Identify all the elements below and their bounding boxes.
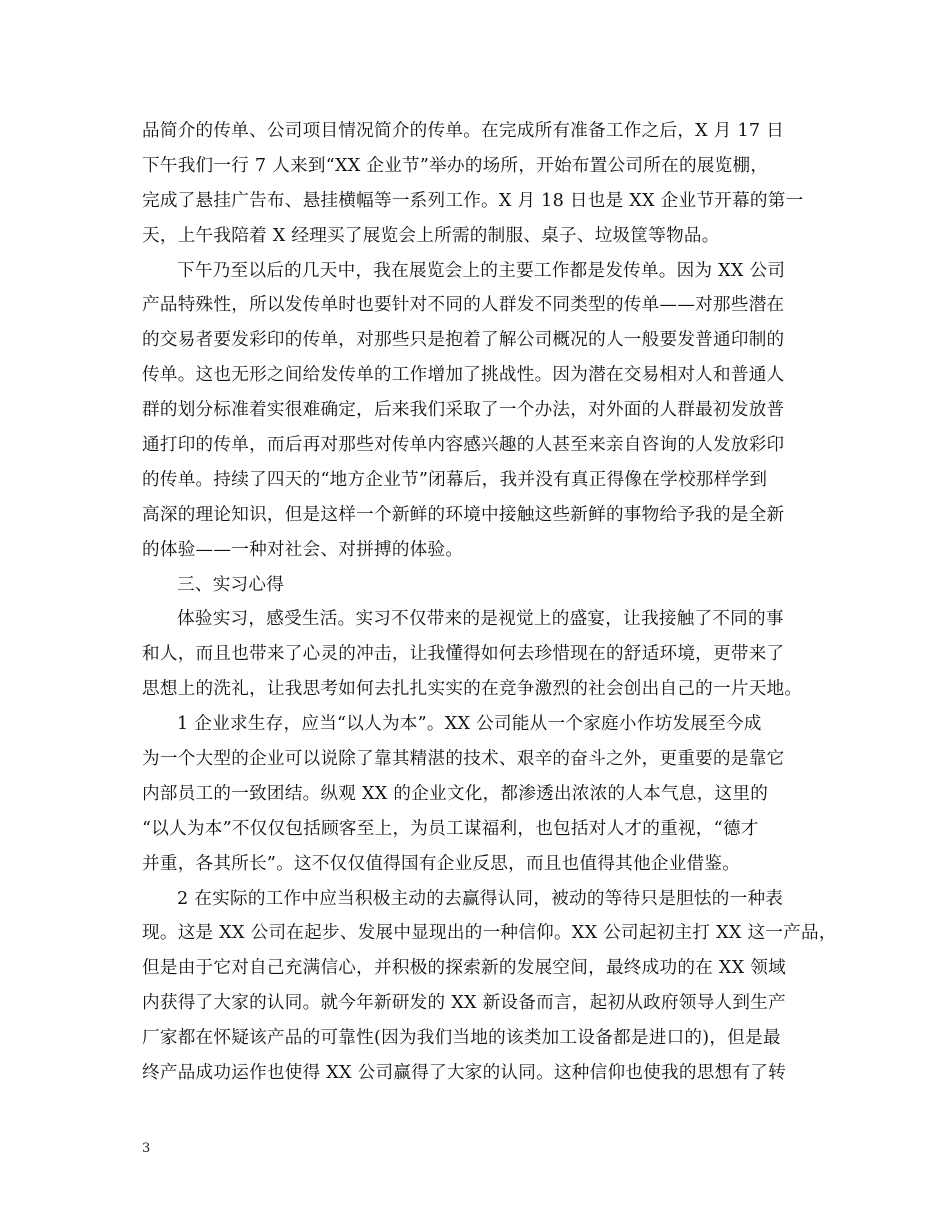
text-line: 的传单。持续了四天的“地方企业节”闭幕后，我并没有真正得像在学校那样学到 <box>142 469 768 490</box>
text-line: 的体验——一种对社会、对拼搏的体验。 <box>142 539 464 560</box>
text-line: 为一个大型的企业可以说除了靠其精湛的技术、艰辛的奋斗之外，更重要的是靠它 <box>142 749 785 770</box>
text-line: 但是由于它对自己充满信心，并积极的探索新的发展空间，最终成功的在 XX 领域 <box>142 958 786 979</box>
text-line: 天，上午我陪着 X 经理买了展览会上所需的制服、桌子、垃圾筐等物品。 <box>142 225 720 246</box>
text-line: 群的划分标准着实很难确定，后来我们采取了一个办法，对外面的人群最初发放普 <box>142 400 785 421</box>
text-line: 厂家都在怀疑该产品的可靠性(因为我们当地的该类加工设备都是进口的)，但是最 <box>142 1028 781 1049</box>
text-line: 现。这是 XX 公司在起步、发展中显现出的一种信仰。XX 公司起初主打 XX 这一产品， <box>142 923 837 944</box>
paragraph-first-line: 体验实习，感受生活。实习不仅带来的是视觉上的盛宴，让我接触了不同的事 <box>177 609 784 630</box>
text-line: 思想上的洗礼，让我思考如何去扎扎实实的在竞争激烈的社会创出自己的一片天地。 <box>142 679 803 700</box>
text-line: 内部员工的一致团结。纵观 XX 的企业文化，都渗透出浓浓的人本气息，这里的 <box>142 783 769 804</box>
text-line: 和人，而且也带来了心灵的冲击，让我懂得如何去珍惜现在的舒适环境，更带来了 <box>142 644 785 665</box>
numbered-paragraph-first-line: 1 企业求生存，应当“以人为本”。XX 公司能从一个家庭小作坊发展至今成 <box>177 714 762 735</box>
numbered-paragraph-first-line: 2 在实际的工作中应当积极主动的去赢得认同，被动的等待只是胆怯的一种表 <box>177 888 784 909</box>
text-line: 下午我们一行 7 人来到“XX 企业节”举办的场所，开始布置公司所在的展览棚， <box>142 155 769 176</box>
paragraph-first-line: 下午乃至以后的几天中，我在展览会上的主要工作都是发传单。因为 XX 公司 <box>177 260 786 281</box>
text-line: “以人为本”不仅仅包括顾客至上，为员工谋福利，也包括对人才的重视，“德才 <box>142 818 759 839</box>
body-text <box>142 114 837 1091</box>
text-line: 通打印的传单，而后再对那些对传单内容感兴趣的人甚至来亲自咨询的人发放彩印 <box>142 435 785 456</box>
text-line: 终产品成功运作也使得 XX 公司赢得了大家的认同。这种信仰也使我的思想有了转 <box>142 1063 786 1084</box>
page-number: 3 <box>142 1141 151 1156</box>
text-line: 的交易者要发彩印的传单，对那些只是抱着了解公司概况的人一般要发普通印制的 <box>142 330 785 351</box>
text-line: 完成了悬挂广告布、悬挂横幅等一系列工作。X 月 18 日也是 XX 企业节开幕的第一 <box>142 190 804 211</box>
text-line: 并重，各其所长”。这不仅仅值得国有企业反思，而且也值得其他企业借鉴。 <box>142 853 741 874</box>
text-line: 传单。这也无形之间给发传单的工作增加了挑战性。因为潜在交易相对人和普通人 <box>142 365 785 386</box>
text-line: 品简介的传单、公司项目情况简介的传单。在完成所有准备工作之后，X 月 17 日 <box>142 121 785 141</box>
text-line: 内获得了大家的认同。就今年新研发的 XX 新设备而言，起初从政府领导人到生产 <box>142 993 786 1014</box>
text-line: 高深的理论知识，但是这样一个新鲜的环境中接触这些新鲜的事物给予我的是全新 <box>142 504 785 525</box>
text-line: 产品特殊性，所以发传单时也要针对不同的人群发不同类型的传单——对那些潜在 <box>142 295 785 316</box>
section-heading: 三、实习心得 <box>177 574 285 595</box>
